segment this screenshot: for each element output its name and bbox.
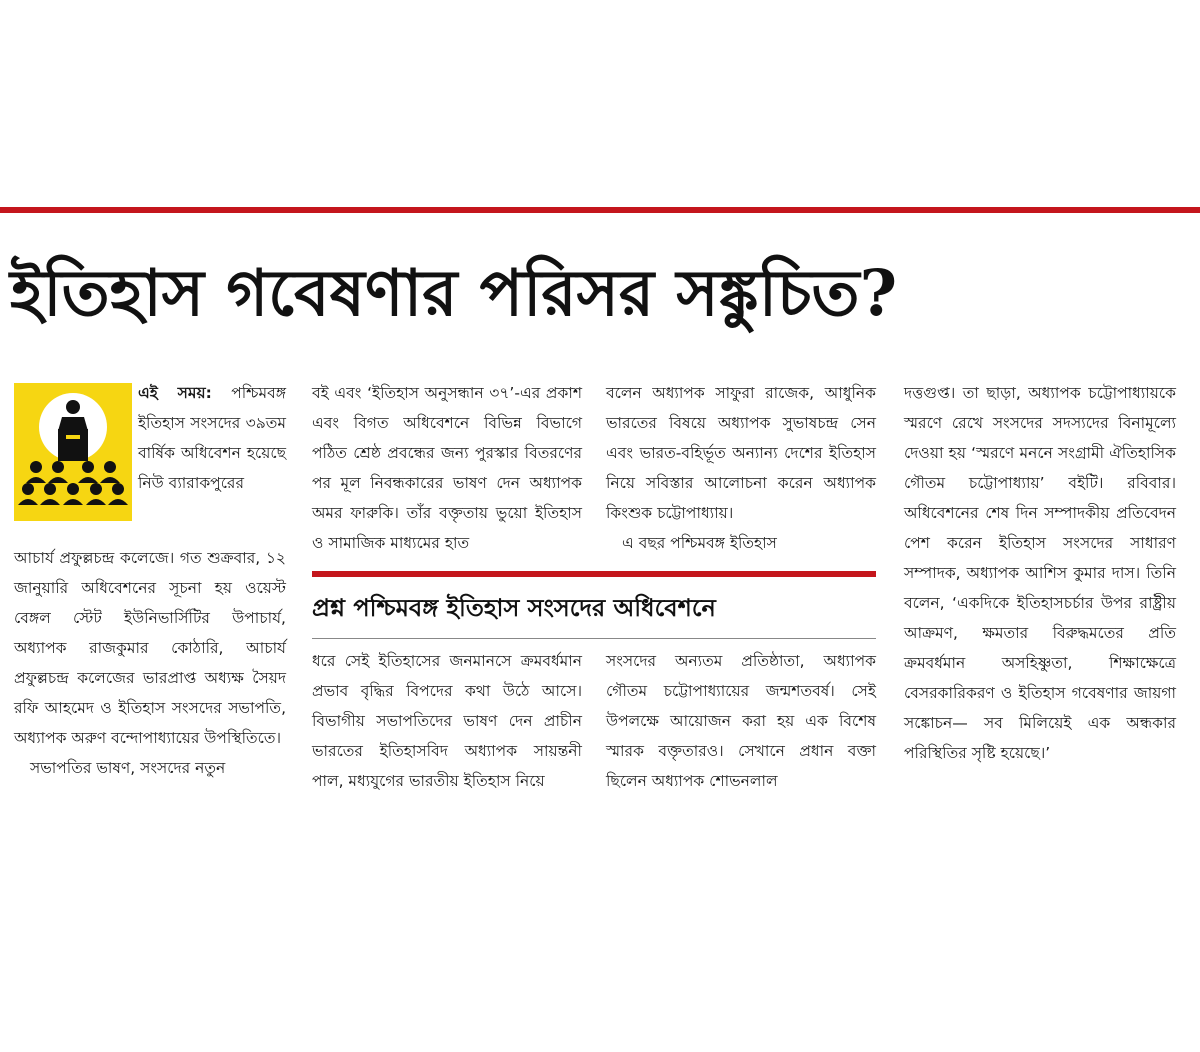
column-1 [14,378,286,783]
subhead-underline [312,638,876,639]
col3-upper-para2: এ বছর পশ্চিমবঙ্গ ইতিহাস [622,534,777,552]
lead-paragraph: এই সময়: পশ্চিমবঙ্গ ইতিহাস সংসদের ৩৯তম বার্ষিক অধিবেশন হয়েছে নিউ ব্যারাকপুরের [138,384,286,492]
column-4 [904,378,1176,768]
dateline: এই সময়: [138,384,212,402]
col3-lower: সংসদের অন্যতম প্রতিষ্ঠাতা, অধ্যাপক গৌতম চট্টোপাধ্যায়ের জন্মশতবর্ষ। সেই উপলক্ষে আয়োজন করা হয় এক বিশেষ স্মারক বক্তৃতারও। সেখানে প্রধান বক্তা ছিলেন অধ্যাপক শোভনলাল [606,652,876,790]
col1-para2: সভাপতির ভাষণ, সংসদের নতুন [30,759,226,777]
headline: ইতিহাস গবেষণার পরিসর সঙ্কুচিত? [10,256,898,331]
col4-body: দত্তগুপ্ত। তা ছাড়া, অধ্যাপক চট্টোপাধ্যায়কে স্মরণে রেখে সংসদের সদস্যদের বিনামূল্যে দেওয়া হয় ‘স্মরণে মননে সংগ্রামী ঐতিহাসিক গৌতম চট্টোপাধ্যায়’ বইটি। রবিবার। অধিবেশনের শেষ দিন সম্পাদকীয় প্রতিবেদন পেশ করেন ইতিহাস সংসদের সাধারণ সম্পাদক, অধ্যাপক আশিস কুমার দাস। তিনি বলেন, ‘একদিকে ইতিহাসচর্চার উপর রাষ্ট্রীয় আক্রমণ, ক্ষমতার বিরুদ্ধমতের প্রতি ক্রমবর্ধমান অসহিষ্ণুতা, শিক্ষাক্ষেত্রে বেসরকারিকরণ ও ইতিহাস গবেষণার জায়গা সঙ্কোচন— সব মিলিয়েই এক অন্ধকার পরিস্থিতির সৃষ্টি হয়েছে।’ [904,384,1176,762]
subheadline: প্রশ্ন পশ্চিমবঙ্গ ইতিহাস সংসদের অধিবেশনে [312,594,716,622]
col1-body: আচার্য প্রফুল্লচন্দ্র কলেজে। গত শুক্রবার, ১২ জানুয়ারি অধিবেশনের সূচনা হয় ওয়েস্ট বেঙ্গল স্টেট ইউনিভার্সিটির উপাচার্য, অধ্যাপক রাজকুমার কোঠারি, আচার্য প্রফুল্লচন্দ্র কলেজের ভারপ্রাপ্ত অধ্যক্ষ সৈয়দ রফি আহমেদ ও ইতিহাস সংসদের সভাপতি, অধ্যাপক অরুণ বন্দোপাধ্যায়ের উপস্থিতিতে। [14,549,286,747]
top-red-rule [0,207,1200,213]
col3-upper: বলেন অধ্যাপক সাফুরা রাজেক, আধুনিক ভারতের বিষয়ে অধ্যাপক সুভাষচন্দ্র সেন এবং ভারত-বহির্ভূত অন্যান্য দেশের ইতিহাস নিয়ে সবিস্তার আলোচনা করেন অধ্যাপক কিংশুক চট্টোপাধ্যায়। [606,384,876,522]
col2-upper: বই এবং ‘ইতিহাস অনুসন্ধান ৩৭’-এর প্রকাশ এবং বিগত অধিবেশনে বিভিন্ন বিভাগে পঠিত শ্রেষ্ঠ প্রবন্ধের জন্য পুরস্কার বিতরণের পর মূল নিবন্ধকারের ভাষণ দেন অধ্যাপক অমর ফারুকি। তাঁর বক্তৃতায় ভুয়ো ইতিহাস ও সামাজিক মাধ্যমের হাত [312,384,582,552]
col2-lower: ধরে সেই ইতিহাসের জনমানসে ক্রমবর্ধমান প্রভাব বৃদ্ধির বিপদের কথা উঠে আসে। বিভাগীয় সভাপতিদের ভাষণ দেন প্রাচীন ভারতের ইতিহাসবিদ অধ্যাপক সায়ন্তনী পাল, মধ্যযুগের ভারতীয় ইতিহাস নিয়ে [312,652,582,790]
subhead-red-rule [312,571,876,577]
